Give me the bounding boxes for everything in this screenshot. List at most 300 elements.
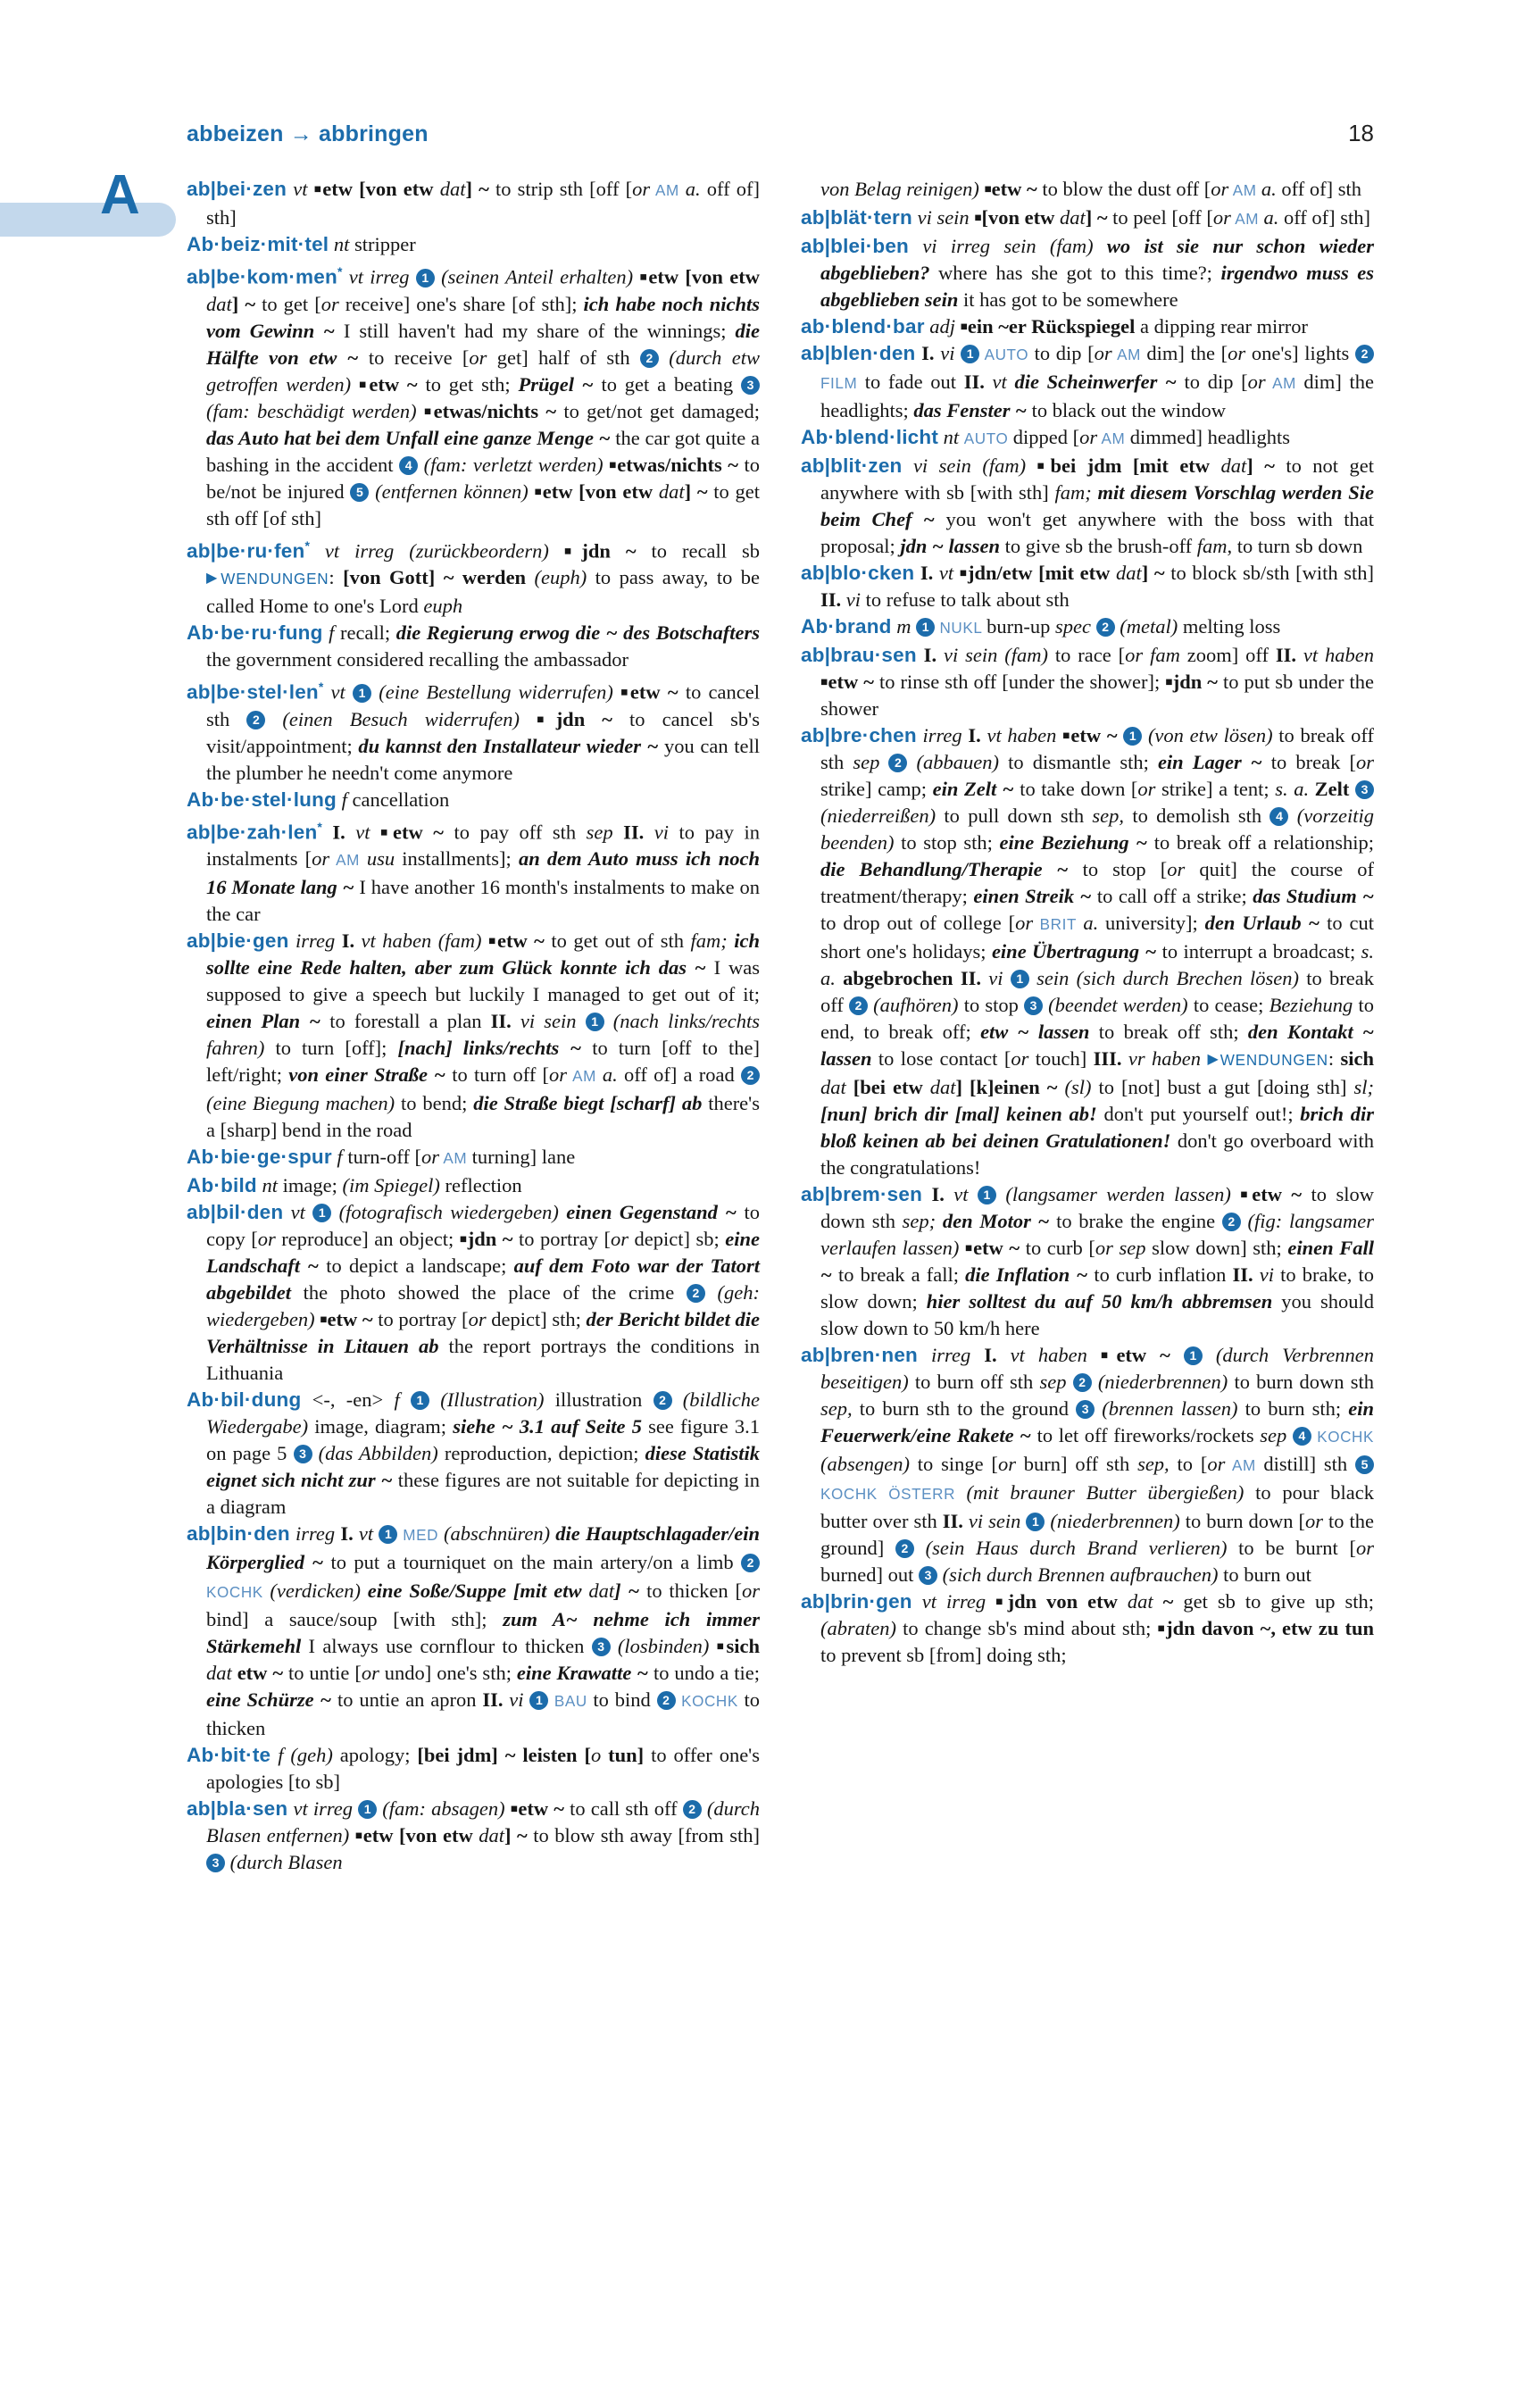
entry-text: Prügel ~ <box>518 372 594 396</box>
entry-text: die Hälfte von etw ~ <box>206 319 760 369</box>
entry-text: vi <box>934 342 961 364</box>
entry-text: (entfernen können) <box>369 479 535 503</box>
entry-text: ] ~ <box>1246 454 1275 477</box>
entry-text: II. <box>490 1010 512 1032</box>
dictionary-entry: ab|be·ru·fen* vt irreg (zurückbeordern) ■jdn ~ to recall sb ▶WENDUNGEN: [von Gott] ~ werden (euph) to pass away, to be called Home to one's Lord euph <box>187 538 761 617</box>
entry-text: vt <box>283 1201 313 1223</box>
entry-text: ich sollte eine Rede halten, aber zum Glück konnte ich das ~ <box>206 929 760 979</box>
entry-text: zum A~ nehme ich immer Stärkemehl <box>206 1608 761 1657</box>
entry-text: II. <box>963 371 985 393</box>
headword: Ab·brand <box>801 615 892 638</box>
sense-number: 4 <box>1293 1427 1311 1446</box>
entry-text: vt irreg <box>342 265 416 288</box>
headword: ab|blen·den <box>801 342 916 364</box>
entry-text: dat <box>658 479 685 503</box>
entry-text: etw ~ <box>518 1797 564 1820</box>
sense-number: 1 <box>529 1691 548 1710</box>
object-marker-icon: ■ <box>639 270 649 284</box>
object-marker-icon: ■ <box>313 182 323 196</box>
entry-text: (fam: absagen) <box>377 1797 511 1820</box>
subject-field-label: AUTO <box>963 430 1013 447</box>
entry-text: etw [von etw <box>542 479 659 503</box>
headword: ab|bren·nen <box>801 1344 919 1366</box>
entry-text: etw ~ <box>973 1237 1020 1259</box>
entry-text: a. <box>685 178 701 200</box>
sense-number: 2 <box>246 711 265 729</box>
headword: ab|bin·den <box>187 1522 290 1545</box>
entry-text: (eine Biegung machen) <box>206 1092 401 1114</box>
subject-field-label: AM <box>1225 1457 1264 1474</box>
subject-field-label: AM <box>1228 182 1261 199</box>
entry-text: etw ~ <box>1070 724 1124 746</box>
subject-field-label: KOCHK ÖSTERR <box>820 1486 967 1503</box>
entry-text: etw ~ <box>327 1308 373 1330</box>
headword: Ab·be·stel·lung <box>187 788 337 811</box>
entry-text: vt <box>984 371 1015 393</box>
headword: ab|blit·zen <box>801 454 903 477</box>
entry-text: ] ~ <box>504 1824 528 1846</box>
sense-number: 3 <box>206 1854 225 1872</box>
entry-text: siehe ~ 3.1 auf Seite 5 <box>453 1415 642 1438</box>
entry-text: tun] <box>601 1744 645 1766</box>
dictionary-entry: Ab·brand m 1 NUKL burn-up spec 2 (metal) melting loss <box>801 615 1281 638</box>
object-marker-icon: ■ <box>716 1639 727 1653</box>
entry-text: or <box>1355 1537 1374 1559</box>
entry-text: ein Feuerwerk/eine Rakete ~ <box>820 1397 1374 1446</box>
entry-text: etw ~ <box>1252 1183 1303 1205</box>
entry-text: a. <box>1263 206 1279 229</box>
object-marker-icon: ■ <box>1165 675 1173 688</box>
entry-text: [bei jdm] ~ leisten [ <box>417 1744 591 1766</box>
entry-text: (im Spiegel) <box>342 1174 440 1196</box>
sense-number: 1 <box>1026 1513 1045 1531</box>
dictionary-entry: ab|be·kom·men* vt irreg 1 (seinen Anteil erhalten) ■etw [von etw dat] ~ to get [or receive] one's share [of sth]; ich habe noch nichts vom Gewinn ~ I still haven't had my share of the winnings; die Hälfte von etw ~ to receive [or get] half of sth 2 (durch etw getroffen werden) ■etw ~ to get sth; Prügel ~ to get a beating 3 (fam: beschädigt werden) ■etwas/nichts ~ to get/not get damaged; das Auto hat bei dem Unfall eine ganze Menge ~ the car got quite a bashing in the accident 4 (fam: verletzt werden) ■etwas/nichts ~ to be/not be injured 5 (entfernen können) ■etw [von etw dat] ~ to get sth off [of sth] <box>187 264 761 529</box>
headword: Ab·blend·licht <box>801 426 939 448</box>
entry-text: or <box>632 178 651 200</box>
entry-text: vi sein (fam) <box>902 454 1037 477</box>
entry-text: a. <box>602 1063 618 1086</box>
entry-text: jdn/etw [mit etw <box>967 562 1117 584</box>
entry-text: vt <box>933 562 960 584</box>
headword: Ab·bit·te <box>187 1744 271 1766</box>
entry-text: vi <box>644 821 679 843</box>
entry-text: sep, <box>1137 1453 1170 1475</box>
entry-text: ] ~ <box>465 178 489 200</box>
entry-text: eine Übertragung ~ <box>991 940 1157 963</box>
sense-number: 2 <box>741 1554 760 1572</box>
entry-text: sl; <box>1353 1076 1374 1098</box>
entry-text: etwas/nichts ~ <box>433 399 557 422</box>
sense-number: 2 <box>1073 1373 1092 1392</box>
headword: ab·blend·bar <box>801 315 925 338</box>
page-header <box>187 120 1374 147</box>
entry-text: ] ~ <box>231 292 256 315</box>
headword: Ab·beiz·mit·tel <box>187 233 329 255</box>
entry-text: eine Schürze ~ <box>206 1688 332 1711</box>
entry-text: vt <box>323 680 354 704</box>
headword-superscript: * <box>318 679 324 694</box>
letter-tab-band <box>0 203 176 237</box>
entry-text: den Motor ~ <box>942 1210 1050 1232</box>
entry-text: sep <box>1039 1371 1073 1393</box>
dictionary-entry: Ab·be·ru·fung f recall; die Regierung erwog die ~ des Botschafters the government considered recalling the ambassador <box>187 621 760 671</box>
object-marker-icon: ■ <box>1100 1348 1117 1362</box>
entry-text: II. <box>960 967 981 989</box>
entry-text: or <box>421 1146 440 1168</box>
sense-number: 1 <box>1011 970 1029 988</box>
subject-field-label: AM <box>650 182 686 199</box>
object-marker-icon: ■ <box>964 1241 974 1255</box>
sense-number: 2 <box>653 1391 672 1410</box>
entry-text: vi <box>980 967 1011 989</box>
entry-text: etw ~ <box>393 821 444 843</box>
headword: ab|be·ru·fen <box>187 539 305 562</box>
entry-continuation: von Belag reinigen) ■etw ~ to blow the dust off [or AM a. off of] sth <box>820 178 1361 200</box>
entry-text: an dem Auto muss ich noch 16 Monate lang ~ <box>206 847 761 898</box>
object-marker-icon: ■ <box>354 1829 363 1842</box>
entry-text: (sein Haus durch Brand verlieren) <box>913 1537 1239 1559</box>
entry-text: nt <box>938 426 964 448</box>
sense-number: 1 <box>416 269 435 288</box>
entry-text: dat <box>1127 1590 1153 1613</box>
entry-text: or <box>257 1228 276 1250</box>
entry-text: spec <box>1055 615 1096 638</box>
subject-field-label: MED <box>397 1527 444 1544</box>
entry-text: II. <box>482 1688 504 1711</box>
subject-field-label: KOCHK <box>1311 1429 1375 1446</box>
entry-text: II. <box>623 821 645 843</box>
entry-text: (aufhören) <box>867 994 964 1016</box>
headword-range: abbeizen → abbringen <box>187 121 429 146</box>
entry-text: (sich durch Brennen aufbrauchen) <box>936 1563 1224 1586</box>
entry-text: das Studium ~ <box>1253 885 1374 907</box>
entry-text: vi irreg sein (fam) <box>909 235 1107 257</box>
subject-field-label: AM <box>1097 430 1130 447</box>
entry-text: jdn von etw <box>1007 1590 1128 1613</box>
entry-text: vt haben (fam) <box>354 929 488 952</box>
subject-field-label: AM <box>567 1068 603 1085</box>
entry-text: brich dir bloß keinen ab bei deinen Gratulationen! <box>820 1103 1374 1152</box>
dictionary-entry: ab|blät·tern vi sein ■[von etw dat] ~ to peel [off [or AM a. off of] sth] <box>801 206 1371 229</box>
object-marker-icon: ■ <box>960 320 968 333</box>
entry-text: vi sein <box>962 1510 1027 1532</box>
entry-text: (vorzeitig beenden) <box>820 804 1374 854</box>
entry-text: ] ~ <box>684 479 708 503</box>
entry-text: (losbinden) <box>610 1635 717 1657</box>
dictionary-entry: ab|bil·den vt 1 (fotografisch wiedergeben) einen Gegenstand ~ to copy [or reproduce] an object; ■jdn ~ to portray [or depict] sb; eine Landschaft ~ to depict a landscape; auf dem Foto war der Tatort abgebildet the photo showed the place of the crime 2 (geh: wiedergeben) ■etw ~ to portray [or depict] sth; der Bericht bildet die Verhältnisse in Litauen ab the report portrays the conditions in Lithuania <box>187 1201 761 1384</box>
entry-text: etw [von etw <box>322 178 440 200</box>
subject-field-label: AUTO <box>979 346 1035 363</box>
object-marker-icon: ■ <box>320 1313 328 1326</box>
entry-text: vt haben <box>996 1344 1101 1366</box>
sense-number: 3 <box>592 1638 611 1656</box>
sense-number: 2 <box>640 349 659 368</box>
entry-text: or <box>312 847 330 870</box>
entry-text: II. <box>1275 644 1296 666</box>
phrase-block-icon: ▶ <box>1207 1051 1220 1067</box>
entry-text: (niederreißen) <box>820 804 945 827</box>
headword: Ab·bie·ge·spur <box>187 1146 332 1168</box>
object-marker-icon: ■ <box>974 211 982 224</box>
entry-text: vi <box>503 1688 530 1711</box>
subject-field-label: BRIT <box>1033 916 1084 933</box>
entry-text: vt <box>944 1183 978 1205</box>
subject-field-label: BAU <box>548 1693 594 1710</box>
dictionary-entry: ab|bren·nen irreg I. vt haben ■etw ~ 1 (durch Verbrennen beseitigen) to burn off sth sep 2 (niederbrennen) to burn down sth sep, to burn sth to the ground 3 (brennen lassen) to burn sth; ein Feuerwerk/eine Rakete ~ to let off fireworks/rockets sep 4 KOCHK (absengen) to singe [or burn] off sth sep, to [or AM distill] sth 5 KOCHK ÖSTERR (mit brauner Butter übergießen) to pour black butter over sth II. vi sein 1 (niederbrennen) to burn down [or to the ground] 2 (sein Haus durch Brand verlieren) to be burnt [or burned] out 3 (sich durch Brennen aufbrauchen) to burn out <box>801 1344 1375 1586</box>
entry-text: dat <box>206 292 232 315</box>
entry-text: (absengen) <box>820 1453 918 1475</box>
sense-number: 2 <box>1222 1213 1241 1231</box>
entry-text: I. <box>340 1522 354 1545</box>
entry-text: or <box>1015 912 1034 934</box>
column-right <box>801 176 1374 1669</box>
entry-text: etw ~ <box>231 1662 284 1684</box>
entry-text: fam <box>1196 535 1228 557</box>
entry-text: mit diesem Vorschlag werden Sie beim Chef ~ <box>820 481 1374 530</box>
entry-text: (fam: verletzt werden) <box>418 453 610 476</box>
entry-text: vt irreg <box>912 1590 996 1613</box>
wendungen-label: WENDUNGEN <box>1220 1052 1328 1069</box>
dictionary-entry: ab|brem·sen I. vt 1 (langsamer werden lassen) ■etw ~ to slow down sth sep; den Motor ~ to brake the engine 2 (fig: langsamer verlaufen lassen) ■etw ~ to curb [or sep slow down] sth; einen Fall ~ to break a fall; die Inflation ~ to curb inflation II. vi to brake, to slow down; hier solltest du auf 50 km/h abbremsen you should slow down to 50 km/h here <box>801 1183 1375 1339</box>
sense-number: 3 <box>919 1566 937 1585</box>
entry-text: (durch Blasen <box>225 1851 343 1873</box>
entry-text: f <box>336 788 353 811</box>
entry-text: (durch Blasen entfernen) <box>206 1797 760 1846</box>
dictionary-entry: Ab·bil·dung <-, -en> f 1 (Illustration) illustration 2 (bildliche Wiedergabe) image, diagram; siehe ~ 3.1 auf Seite 5 see figure 3.1 on page 5 3 (das Abbilden) reproduction, depiction; diese Statistik eignet sich nicht zur ~ these figures are not suitable for depicting in a diagram <box>187 1388 761 1518</box>
sense-number: 1 <box>916 618 935 637</box>
entry-text: (seinen Anteil erhalten) <box>434 265 640 288</box>
object-marker-icon: ■ <box>820 675 828 688</box>
entry-text: or <box>1167 858 1186 880</box>
entry-text: vi <box>1253 1263 1281 1286</box>
dictionary-entry: ab|be·stel·len* vt 1 (eine Bestellung widerrufen) ■etw ~ to cancel sth 2 (einen Besuch widerrufen) ■jdn ~ to cancel sb's visit/appointment; du kannst den Installateur wieder ~ you can tell the plumber he needn't come anymore <box>187 679 761 784</box>
entry-text: m <box>891 615 917 638</box>
entry-text: or <box>361 1662 379 1684</box>
sense-number: 3 <box>1076 1400 1095 1419</box>
entry-text: ] [k]einen ~ <box>955 1076 1065 1098</box>
object-marker-icon: ■ <box>534 484 543 498</box>
sense-number: 3 <box>1355 780 1374 799</box>
entry-text: fam; <box>1054 481 1098 504</box>
entry-text: vt haben <box>980 724 1063 746</box>
sense-number: 1 <box>978 1186 996 1205</box>
entry-text: or <box>1228 342 1246 364</box>
entry-text: etw ~ <box>991 178 1037 200</box>
entry-text: den Kontakt ~ lassen <box>820 1021 1374 1070</box>
sense-number: 5 <box>350 483 369 502</box>
sense-number: 1 <box>1123 727 1142 746</box>
sense-number: 1 <box>353 684 371 703</box>
entry-text: einen Gegenstand ~ <box>566 1201 737 1223</box>
headword: ab|brau·sen <box>801 644 917 666</box>
object-marker-icon: ■ <box>1062 729 1071 742</box>
object-marker-icon: ■ <box>984 182 992 196</box>
entry-text: a. <box>1261 178 1277 200</box>
subject-field-label: KOCHK <box>206 1584 271 1601</box>
object-marker-icon: ■ <box>609 457 618 471</box>
sense-number: 2 <box>1355 345 1374 363</box>
dictionary-entry: ab|bla·sen vt irreg 1 (fam: absagen) ■etw ~ to call sth off 2 (durch Blasen entfernen) ■etw [von etw dat] ~ to blow sth away [from sth] 3 (durch Blasen <box>187 1797 760 1873</box>
entry-text: der Bericht bildet die Verhältnisse in Litauen ab <box>206 1308 761 1357</box>
entry-text: dat <box>1059 206 1086 229</box>
entry-text: Zelt <box>1314 778 1355 800</box>
entry-text: sep <box>853 751 889 773</box>
subject-field-label: AM <box>329 852 367 869</box>
entry-text: sich <box>1340 1047 1375 1070</box>
entry-text: eine Krawatte ~ <box>516 1662 649 1684</box>
entry-text: irreg <box>289 1522 341 1545</box>
headword: ab|be·zah·len <box>187 821 318 843</box>
headword: ab|bil·den <box>187 1201 284 1223</box>
headword: ab|blei·ben <box>801 235 910 257</box>
entry-text: (beendet werden) <box>1043 994 1194 1016</box>
entry-text: or <box>1011 1047 1029 1070</box>
entry-text: eine Soße/Suppe [mit etw <box>367 1580 589 1602</box>
dictionary-entry: ab|blit·zen vi sein (fam) ■bei jdm [mit etw dat] ~ to not get anywhere with sb [with sth] fam; mit diesem Vorschlag werden Sie beim Chef ~ you won't get anywhere with the boss with that proposal; jdn ~ lassen to give sb the brush-off fam, to turn sb down <box>801 454 1375 557</box>
entry-text: du kannst den Installateur wieder ~ <box>358 734 659 757</box>
entry-text: I. <box>916 644 937 666</box>
dictionary-entry: Ab·bit·te f (geh) apology; [bei jdm] ~ leisten [o tun] to offer one's apologies [to sb] <box>187 1744 760 1793</box>
entry-text: sep <box>1260 1424 1293 1446</box>
sense-number: 2 <box>895 1539 914 1558</box>
entry-text: I. <box>968 724 981 746</box>
headword: ab|blät·tern <box>801 206 912 229</box>
sense-number: 2 <box>657 1691 676 1710</box>
object-marker-icon: ■ <box>537 712 556 726</box>
entry-text: etw [von etw <box>648 265 761 288</box>
entry-text: sich <box>726 1635 760 1657</box>
entry-text: jdn ~ <box>555 707 612 730</box>
object-marker-icon: ■ <box>487 934 497 947</box>
entry-text: (verdicken) <box>270 1580 368 1602</box>
dictionary-entry: ab|bie·gen irreg I. vt haben (fam) ■etw ~ to get out of sth fam; ich sollte eine Rede halten, aber zum Glück konnte ich das ~ I was supposed to give a speech but luckily I managed to get out of it; einen Plan ~ to forestall a plan II. vi sein 1 (nach links/rechts fahren) to turn [off]; [nach] links/rechts ~ to turn [off to the] left/right; von einer Straße ~ to turn off [or AM a. off of] a road 2 (eine Biegung machen) to bend; die Straße biegt [scharf] ab there's a [sharp] bend in the road <box>187 929 761 1141</box>
entry-text: (langsamer werden lassen) <box>995 1183 1241 1205</box>
entry-text: (abschnüren) <box>443 1522 556 1545</box>
headword: ab|brem·sen <box>801 1183 923 1205</box>
page-number: 18 <box>1348 120 1374 146</box>
sense-number: 4 <box>1269 807 1288 826</box>
headword: Ab·bil·dung <box>187 1388 302 1411</box>
sense-number: 1 <box>411 1391 429 1410</box>
entry-text: [von etw <box>981 206 1060 229</box>
entry-text: dat <box>206 1662 232 1684</box>
sense-number: 1 <box>961 345 979 363</box>
object-marker-icon: ■ <box>1157 1621 1167 1635</box>
entry-text: die Scheinwerfer ~ <box>1014 371 1177 393</box>
entry-text: eine Landschaft ~ <box>206 1228 761 1277</box>
dictionary-entry: ab|bin·den irreg I. vt 1 MED (abschnüren) die Hauptschlagader/ein Körperglied ~ to put a tourniquet on the main artery/on a limb 2 KOCHK (verdicken) eine Soße/Suppe [mit etw dat] ~ to thicken [or bind] a sauce/soup [with sth]; zum A~ nehme ich immer Stärkemehl I always use cornflour to thicken 3 (losbinden) ■sich dat etw ~ to untie [or undo] one's sth; eine Krawatte ~ to undo a tie; eine Schürze ~ to untie an apron II. vi 1 BAU to bind 2 KOCHK to thicken <box>187 1522 761 1739</box>
headword: ab|be·stel·len <box>187 680 319 704</box>
entry-text: or <box>1212 206 1231 229</box>
entry-text: ein Lager ~ <box>1157 751 1262 773</box>
entry-text: (eine Bestellung widerrufen) <box>371 680 621 704</box>
entry-text: Beziehung <box>1269 994 1353 1016</box>
entry-text: (fotografisch wiedergeben) <box>331 1201 567 1223</box>
entry-text: I. <box>915 342 935 364</box>
subject-field-label: KOCHK <box>675 1693 745 1710</box>
dictionary-entry: Ab·blend·licht nt AUTO dipped [or AM dimmed] headlights <box>801 426 1291 448</box>
subject-field-label: NUKL <box>935 620 987 637</box>
entry-text: (durch etw getroffen werden) <box>206 346 760 396</box>
entry-text: jdn davon ~, etw zu tun <box>1166 1617 1375 1639</box>
subject-field-label: AM <box>1111 346 1147 363</box>
dictionary-entry: ab·blend·bar adj ■ein ~er Rückspiegel a dipping rear mirror <box>801 315 1309 338</box>
sense-number: 3 <box>294 1445 312 1463</box>
entry-text: III. <box>1093 1047 1122 1070</box>
entry-text: dat <box>439 178 466 200</box>
sense-number: 2 <box>1096 618 1115 637</box>
entry-text: I. <box>922 1183 945 1205</box>
entry-text: f <box>331 1146 348 1168</box>
entry-text: irreg <box>918 1344 985 1366</box>
object-marker-icon: ■ <box>1240 1188 1253 1201</box>
entry-text: or <box>1247 371 1266 393</box>
entry-text: or <box>1305 1510 1324 1532</box>
headword: Ab·bild <box>187 1174 257 1196</box>
dictionary-entry: ab|brau·sen I. vi sein (fam) to race [or fam zoom] off II. vt haben ■etw ~ to rinse sth off [under the shower]; ■jdn ~ to put sb under the shower <box>801 644 1375 720</box>
entry-text: ich habe noch nichts vom Gewinn ~ <box>206 292 760 342</box>
entry-text: (fam: beschädigt werden) <box>206 399 424 422</box>
entry-text: I. <box>984 1344 997 1366</box>
entry-text: dat <box>479 1824 505 1846</box>
entry-text: jdn ~ <box>467 1228 513 1250</box>
entry-text: (niederbrennen) <box>1091 1371 1235 1393</box>
entry-text: sep, <box>820 1397 853 1420</box>
entry-text: sep, <box>1092 804 1125 827</box>
subject-field-label: AM <box>1230 211 1264 228</box>
entry-text: (abbauen) <box>907 751 1009 773</box>
dictionary-entry: ab|brin·gen vt irreg ■jdn von etw dat ~ get sb to give up sth; (abraten) to change sb's mind about sth; ■jdn davon ~, etw zu tun to prevent sb [from] doing sth; <box>801 1590 1375 1666</box>
entry-text: das Fenster ~ <box>913 399 1027 421</box>
object-marker-icon: ■ <box>380 825 394 838</box>
object-marker-icon: ■ <box>563 544 582 557</box>
sense-number: 2 <box>683 1800 702 1819</box>
entry-text: o <box>590 1744 602 1766</box>
entry-text: dat <box>1116 562 1142 584</box>
object-marker-icon: ■ <box>995 1595 1008 1608</box>
entry-text: s. a. <box>820 940 1374 989</box>
sense-number: 4 <box>399 456 418 475</box>
entry-text: or <box>549 1063 568 1086</box>
entry-text: vt <box>287 178 314 200</box>
entry-text: die Straße biegt [scharf] ab <box>473 1092 703 1114</box>
entry-text: irreg <box>916 724 969 746</box>
dictionary-entry: Ab·beiz·mit·tel nt stripper <box>187 233 416 255</box>
entry-text: einen Fall ~ <box>820 1237 1375 1286</box>
entry-text: vt <box>345 821 380 843</box>
entry-text: or <box>997 1453 1016 1475</box>
entry-text: I. <box>341 929 355 952</box>
entry-text: dat <box>820 1076 846 1098</box>
entry-text: etw [von etw <box>362 1824 479 1846</box>
entry-text: irreg <box>288 929 342 952</box>
headword: ab|bla·sen <box>187 1797 288 1820</box>
sense-number: 2 <box>687 1284 705 1303</box>
entry-text: (bildliche Wiedergabe) <box>206 1388 760 1438</box>
entry-text: einen Plan ~ <box>206 1010 321 1032</box>
entry-text: die Behandlung/Therapie ~ <box>820 858 1069 880</box>
column-left <box>187 176 760 1876</box>
entry-text: vt haben <box>1295 644 1375 666</box>
entry-text: [nun] brich dir [mal] keinen ab! <box>820 1103 1097 1125</box>
sense-number: 1 <box>1184 1346 1203 1365</box>
headword: ab|bre·chen <box>801 724 917 746</box>
entry-text: or <box>1094 342 1112 364</box>
entry-text: jdn ~ <box>581 539 637 562</box>
headword-superscript: * <box>304 538 310 553</box>
entry-text: II. <box>1232 1263 1253 1286</box>
entry-text: or <box>1137 778 1156 800</box>
